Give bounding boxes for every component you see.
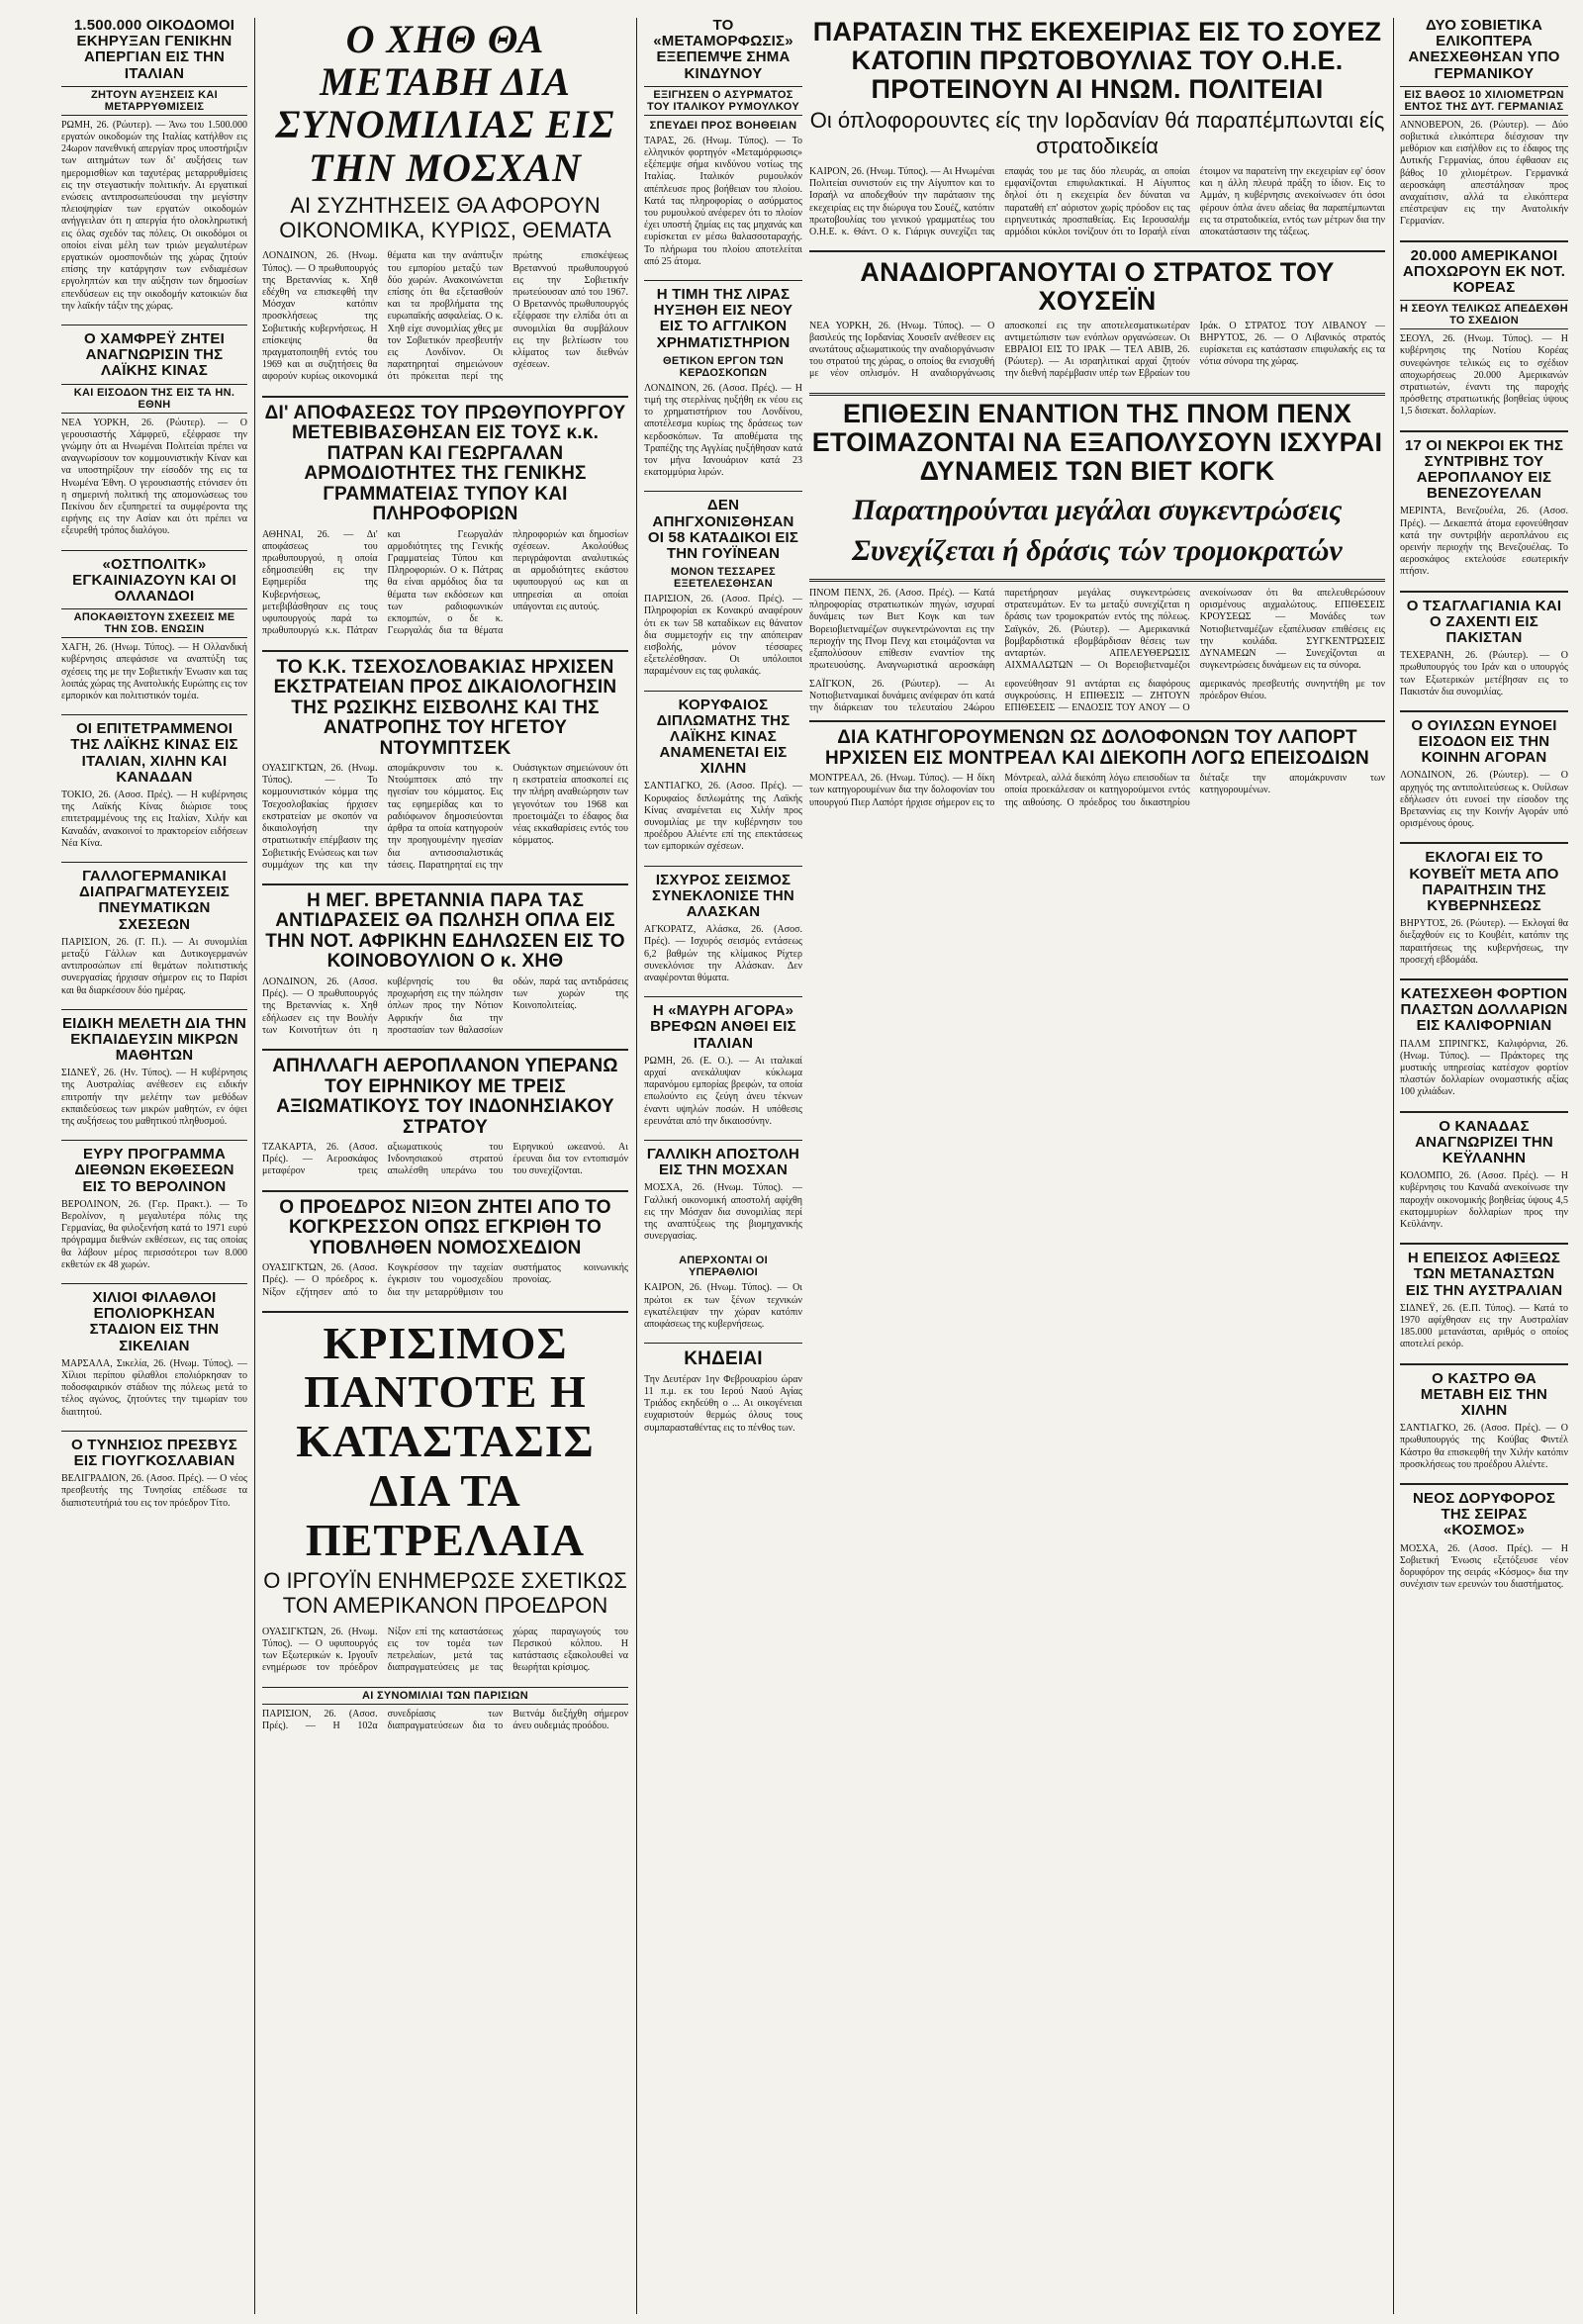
story-uk-arms-south-africa — [262, 891, 628, 1037]
divider — [61, 862, 247, 863]
headline: ΚΑΤΕΣΧΕΘΗ ΦΟΡΤΙΟΝ ΠΛΑΣΤΩΝ ΔΟΛΛΑΡΙΩΝ ΕΙΣ ΚΑΛΙΦΟΡΝΙΑΝ — [1400, 985, 1568, 1035]
article-body: ΛΟΝΔΙΝΟΝ, 26. (Ασοσ. Πρές). — Ο πρωθυπουργός της Βρεταννίας κ. Χηθ εδήλωσεν εις την Βουλήν των Κοινοτήτων ότι η κυβέρνησίς του θα προχωρήση εις την πώλησιν όπλων προς την Νότιον Αφρικήν δια την προστασίαν των θαλασσίων οδών, παρά τας αντιδράσεις των χωρών της Κοινοπολιτείας. — [262, 976, 628, 1036]
headline: ΔΥΟ ΣΟΒΙΕΤΙΚΑ ΕΛΙΚΟΠΤΕΡΑ ΑΝΕΣΧΕΘΗΣΑΝ ΥΠΟ ΓΕΡΜΑΝΙΚΟΥ — [1408, 18, 1560, 82]
story-italy-strike — [61, 18, 247, 313]
headline: ΕΥΡΥ ΠΡΟΓΡΑΜΜΑ ΔΙΕΘΝΩΝ ΕΚΘΕΣΕΩΝ ΕΙΣ ΤΟ ΒΕΡΟΛΙΝΟΝ — [74, 1146, 234, 1195]
subheadline: ΕΞΙΓΗΣΕΝ Ο ΑΣΥΡΜΑΤΟΣ ΤΟΥ ΙΤΑΛΙΚΟΥ ΡΥΜΟΥΛΚΟΥ — [644, 86, 802, 116]
subheadline: ΑΠΕΡΧΟΝΤΑΙ ΟΙ ΥΠΕΡΑΘΛΙΟΙ — [679, 1255, 768, 1279]
story-counterfeit-dollars — [1400, 986, 1568, 1099]
divider — [644, 1343, 802, 1344]
headline: Ο ΟΥΙΛΣΩΝ ΕΥΝΟΕΙ ΕΙΣΟΔΟΝ ΕΙΣ ΤΗΝ ΚΟΙΝΗΝ ΑΓΟΡΑΝ — [1411, 716, 1557, 767]
divider — [61, 550, 247, 551]
article-body: ΚΑΙΡΟΝ, 26. (Ηνωμ. Τύπος). — Οι πρώτοι εκ των ξένων τεχνικών εγκατέλειψαν την χώραν κατόπιν αποφάσεως της κυβερνήσεως. — [644, 1282, 802, 1331]
article-body: ΑΘΗΝΑΙ, 26. — Δι' αποφάσεως του πρωθυπουργού, η οποία εδημοσιεύθη εις την Εφημερίδα της Κυβερνήσεως, μετεβιβάσθησαν εις τους υφυπουργούς παρά τω πρωθυπουργώ κ.κ. Πάτραν και Γεωργαλάν αρμοδιότητες της Γενικής Γραμματείας Τύπου και Πληροφοριών. Ο κ. Πάτρας θα είναι αρμόδιος δια τα θέματα των εκδόσεων και των ραδιοφωνικών εκπομπών, ο δε κ. Γεωργαλάς δια τα θέματα πληροφοριών και δημοσίων σχέσεων. Ακολούθως περιγράφονται αναλυτικώς αι αρμοδιότητες εκάστου υφυπουργού ως και αι υπηρεσίαι αι οποίαι υπάγονται εις αυτούς. — [262, 528, 628, 637]
headline: 20.000 ΑΜΕΡΙΚΑΝΟΙ ΑΠΟΧΩΡΟΥΝ ΕΚ ΝΟΤ. ΚΟΡΕΑΣ — [1402, 246, 1566, 296]
column-rule — [636, 18, 637, 2314]
headline: 1.500.000 ΟΙΚΟΔΟΜΟΙ ΕΚΗΡΥΞΑΝ ΓΕΝΙΚΗΝ ΑΠΕΡΓΙΑΝ ΕΙΣ ΤΗΝ ΙΤΑΛΙΑΝ — [73, 18, 235, 82]
story-tunisian-ambassador — [61, 1438, 247, 1510]
story-pakistan-visit — [1400, 599, 1568, 698]
story-guinea — [644, 498, 802, 678]
story-indonesian-plane — [262, 1057, 628, 1178]
article-body: ΤΑΡΑΣ, 26. (Ηνωμ. Τύπος). — Το ελληνικόν φορτηγόν «Μεταμόρφωσις» εξέπεμψε σήμα κινδύνου νοτίως της Ιταλίας. Ιταλικόν ρυμουλκόν απέπλευσε προς βοήθειαν του πλοίου. Κατά τας πληροφορίας ο ασύρματος του ρυμουλκού ανέφερεν ότι το πλοίον έχει υποστή ζημίας εις τας μηχανάς και ευρίσκεται εν μέσω θαλασσοταραχής. Το πλήρωμα του πλοίου αποτελείται από 25 άτομα. — [644, 135, 802, 267]
article-body: ΛΟΝΔΙΝΟΝ, 26. (Ηνωμ. Τύπος). — Ο πρωθυπουργός της Βρεταννίας κ. Χηθ εδέχθη να επισκεφθή την Μόσχαν κατόπιν προσκλήσεως της Σοβιετικής κυβερνήσεως. Η επίσκεψις θα πραγματοποιηθή εντός του 1969 και αι συζητήσεις θα αφορούν κυρίως οικονομικά θέματα και την ανάπτυξιν του εμπορίου μεταξύ των δύο χωρών. Ανακοινώνεται επίσης ότι θα εξετασθούν και τα προβλήματα της ευρωπαϊκής ασφαλείας. Ο κ. Χηθ είχε συνομιλίας χθες με τον Σοβιετικόν πρεσβευτήν εις Λονδίνον. Οι παρατηρηταί σημειώνουν ότι πρόκειται περί της πρώτης επισκέψεως Βρεταννού πρωθυπουργού εις την Σοβιετικήν πρωτεύουσαν από του 1967. Ο Βρεταννός πρωθυπουργός εξέφρασε την ελπίδα ότι αι συνομιλίαι θα συμβάλουν εις την βελτίωσιν του κλίματος των διεθνών σχέσεων. — [262, 250, 628, 383]
article-body: ΛΟΝΔΙΝΟΝ, 26. (Ρώυτερ). — Ο αρχηγός της αντιπολιτεύσεως κ. Ουίλσων εδήλωσεν ότι ευνοεί την είσοδον της Βρεταννίας εις την Κοινήν Αγοράν υπό ορισμένους όρους. — [1400, 770, 1568, 830]
article-body: ΒΕΛΙΓΡΑΔΙΟΝ, 26. (Ασοσ. Πρές). — Ο νέος πρεσβευτής της Τυνησίας επέδωσε τα διαπιστευτήριά του εις τον πρόεδρον Τίτο. — [61, 1473, 247, 1509]
subheadline: ΚΑΙ ΕΙΣΟΔΟΝ ΤΗΣ ΕΙΣ ΤΑ ΗΝ. ΕΘΝΗ — [61, 384, 247, 414]
subheadline: ΣΠΕΥΔΕΙ ΠΡΟΣ ΒΟΗΘΕΙΑΝ — [649, 119, 797, 132]
article-body: ΑΓΚΟΡΑΤΖ, Αλάσκα, 26. (Ασοσ. Πρές). — Ισχυρός σεισμός εντάσεως 6,2 βαθμών της κλίμακος Ρίχτερ συνεκλόνισε την Αλάσκαν. Δεν αναφέρονται θύματα. — [644, 924, 802, 984]
headline: ΝΕΟΣ ΔΟΡΥΦΟΡΟΣ ΤΗΣ ΣΕΙΡΑΣ «ΚΟΣΜΟΣ» — [1412, 1489, 1556, 1539]
article-body: ΡΩΜΗ, 26. (Ε. Ο.). — Αι ιταλικαί αρχαί ανεκάλυψαν κύκλωμα παρανόμου εμπορίας βρεφών, τα οποία επωλούντο εις ζεύγη άνευ τέκνων έναντι υψηλών ποσών. Η υπόθεσις ερευνάται από την δικαιοσύνην. — [644, 1055, 802, 1127]
article-body: ΟΥΑΣΙΓΚΤΩΝ, 26. (Ασοσ. Πρές). — Ο πρόεδρος κ. Νίξον εζήτησεν από το Κογκρέσσον την ταχείαν έγκρισιν του νομοσχεδίου δια την μεταρρύθμισιν του συστήματος κοινωνικής προνοίας. — [262, 1262, 628, 1298]
article-body: ΜΟΝΤΡΕΑΛ, 26. (Ηνωμ. Τύπος). — Η δίκη των κατηγορουμένων δια την δολοφονίαν του υπουργού Πιερ Λαπόρτ ήρχισε σήμερον εις το Μόντρεαλ, αλλά διεκόπη λόγω επεισοδίων τα οποία προεκάλεσαν οι κατηγορούμενοι εντός της αιθούσης. Ο πρόεδρος του δικαστηρίου διέταξε την απομάκρυνσιν των κατηγορουμένων. — [809, 773, 1385, 808]
headline: Ο ΧΗΘ ΘΑ ΜΕΤΑΒΗ ΔΙΑ ΣΥΝΟΜΙΛΙΑΣ ΕΙΣ ΤΗΝ ΜΟΣΧΑΝ — [275, 18, 615, 190]
subheadline: ΜΟΝΟΝ ΤΕΣΣΑΡΕΣ ΕΞΕΤΕΛΕΣΘΗΣΑΝ — [671, 566, 776, 591]
headline: Ο ΠΡΟΕΔΡΟΣ ΝΙΞΟΝ ΖΗΤΕΙ ΑΠΟ ΤΟ ΚΟΓΚΡΕΣΣΟΝ ΟΠΩΣ ΕΓΚΡΙΘΗ ΤΟ ΥΠΟΒΛΗΘΕΝ ΝΟΜΟΣΧΕΔΙΟΝ — [279, 1196, 611, 1258]
headline: Ο ΚΑΣΤΡΟ ΘΑ ΜΕΤΑΒΗ ΕΙΣ ΤΗΝ ΧΙΛΗΝ — [1420, 1369, 1548, 1419]
divider — [644, 491, 802, 492]
headline: ΓΑΛΛΟΓΕΡΜΑΝΙΚΑΙ ΔΙΑΠΡΑΓΜΑΤΕΥΣΕΙΣ ΠΝΕΥΜΑΤΙΚΩΝ ΣΧΕΣΕΩΝ — [79, 867, 230, 933]
story-canada-ceylon — [1400, 1119, 1568, 1232]
column-rule — [1393, 18, 1394, 2314]
divider — [262, 1049, 628, 1051]
story-oil-crisis — [262, 1319, 628, 1675]
article-body: ΒΕΡΟΛΙΝΟΝ, 26. (Γερ. Πρακτ.). — Το Βερολίνον, η μεγαλυτέρα πόλις της Γερμανίας, θα φιλοξενήση κατά το 1971 ευρύ πρόγραμμα διεθνών εκθέσεων, εις τας οποίας θα λάβουν μέρος περισσότεροι των 8.000 εκθετών εκ 48 χωρών. — [61, 1198, 247, 1270]
divider — [644, 1140, 802, 1141]
headline: ΧΙΛΙΟΙ ΦΙΛΑΘΛΟΙ ΕΠΟΛΙΟΡΚΗΣΑΝ ΣΤΑΔΙΟΝ ΕΙΣ ΤΗΝ ΣΙΚΕΛΙΑΝ — [89, 1289, 220, 1354]
headline: Ο ΚΑΝΑΔΑΣ ΑΝΑΓΝΩΡΙΖΕΙ ΤΗΝ ΚΕΫΛΑΝΗΝ — [1415, 1117, 1553, 1166]
headline: Η «ΜΑΥΡΗ ΑΓΟΡΑ» ΒΡΕΦΩΝ ΑΝΘΕΙ ΕΙΣ ΙΤΑΛΙΑΝ — [650, 1002, 796, 1052]
article-body: ΟΥΑΣΙΓΚΤΩΝ, 26. (Ηνωμ. Τύπος). — Ο υφυπουργός των Εξωτερικών κ. Ιργουΐν ενημέρωσε τον πρόεδρον Νίξον επί της καταστάσεως εις τον τομέα των πετρελαίων, μετά τας διαπραγματεύσεις με τας χώρας παραγωγούς του Περσικού κόλπου. Η κατάστασις εξακολουθεί να θεωρήται κρίσιμος. — [262, 1626, 628, 1674]
article-body: ΠΑΡΙΣΙΟΝ, 26. (Ασοσ. Πρές). — Η 102α συνεδρίασις των διαπραγματεύσεων δια το Βιετνάμ διεξήχθη σήμερον άνευ ουδεμιάς προόδου. — [262, 1708, 628, 1731]
subheadline: ΘΕΤΙΚΟΝ ΕΡΓΟΝ ΤΩΝ ΚΕΡΔΟΣΚΟΠΩΝ — [663, 354, 784, 379]
story-sicily-fans — [61, 1290, 247, 1419]
divider — [1400, 240, 1568, 242]
story-kuwait-elections — [1400, 850, 1568, 967]
article-body: ΠΑΛΜ ΣΠΡΙΝΓΚΣ, Καλιφόρνια, 26. (Ηνωμ. Τύπος). — Πράκτορες της μυστικής υπηρεσίας κατέσχον φορτίον πλαστών δολλαρίων ονομαστικής αξίας 100 χιλιάδων. — [1400, 1038, 1568, 1098]
divider — [61, 714, 247, 715]
story-suez-ceasefire — [809, 18, 1385, 238]
article-body: ΤΖΑΚΑΡΤΑ, 26. (Ασοσ. Πρές). — Αεροσκάφος μεταφέρον τρεις αξιωματικούς του Ινδονησιακού στρατού απωλέσθη υπεράνω του Ειρηνικού ωκεανού. Αι έρευναι δια τον εντοπισμόν του συνεχίζονται. — [262, 1142, 628, 1177]
story-ostpolitik — [61, 557, 247, 703]
headline: ΔΙ' ΑΠΟΦΑΣΕΩΣ ΤΟΥ ΠΡΩΘΥΠΟΥΡΓΟΥ ΜΕΤΕΒΙΒΑΣΘΗΣΑΝ ΕΙΣ ΤΟΥΣ κ.κ. ΠΑΤΡΑΝ ΚΑΙ ΓΕΩΡΓΑΛΑΝ ΑΡΜΟΔΙΟΤΗΤΕΣ ΤΗΣ ΓΕΝΙΚΗΣ ΓΡΑΜΜΑΤΕΙΑΣ ΤΥΠΟΥ ΚΑΙ ΠΛΗΡΟΦΟΡΙΩΝ — [264, 402, 626, 525]
subheadline: ΑΙ ΣΥΝΟΜΙΛΙΑΙ ΤΩΝ ΠΑΡΙΣΙΩΝ — [262, 1687, 628, 1705]
divider — [1400, 1243, 1568, 1245]
article-body: ΟΥΑΣΙΓΚΤΩΝ, 26. (Ηνωμ. Τύπος). — Το κομμουνιστικόν κόμμα της Τσεχοσλοβακίας ήρχισεν εκστρατείαν με σκοπόν να δικαιολογήση την στρατιωτικήν επέμβασιν της Σοβιετικής Ενώσεως και των συμμάχων της και την απομάκρυνσιν του κ. Ντούμπτσεκ από την ηγεσίαν του κόμματος. Εις τας εφημερίδας και το ραδιόφωνον δημοσιεύονται άρθρα τα οποία κατηγορούν την προηγουμένην ηγεσίαν δια αντισοσιαλιστικάς τάσεις. Παρατηρηταί εις την Ουάσιγκτων σημειώνουν ότι η εκστρατεία αποσκοπεί εις την πλήρη αναθεώρησιν των γεγονότων του 1968 και προετοιμάζει το έδαφος δια νέας εκκαθαρίσεις εντός του κόμματος. — [262, 763, 628, 871]
headline: Η ΜΕΓ. ΒΡΕΤΑΝΝΙΑ ΠΑΡΑ ΤΑΣ ΑΝΤΙΔΡΑΣΕΙΣ ΘΑ ΠΩΛΗΣΗ ΟΠΛΑ ΕΙΣ ΤΗΝ ΝΟΤ. ΑΦΡΙΚΗΝ ΕΔΗΛΩΣΕΝ ΕΙΣ ΤΟ ΚΟΙΝΟΒΟΥΛΙΟΝ Ο κ. ΧΗΘ — [265, 889, 625, 973]
headline: Η ΕΠΕΙΣΟΣ ΑΦΙΞΕΩΣ ΤΩΝ ΜΕΤΑΝΑΣΤΩΝ ΕΙΣ ΤΗΝ ΑΥΣΤΡΑΛΙΑΝ — [1405, 1250, 1563, 1299]
divider — [1400, 978, 1568, 980]
article-body: ΚΑΙΡΟΝ, 26. (Ηνωμ. Τύπος). — Αι Ηνωμέναι Πολιτείαι συνιστούν εις την Αίγυπτον και το Ισραήλ να αποδεχθούν την παράτασιν της εκεχειρίας εις την διώρυγα του Σουέζ, κατόπιν πρωτοβουλίας του γενικού γραμματέως του Ο.Η.Ε. κ. Θάντ. Ο κ. Γιάριγκ συνεχίζει τας επαφάς του με τας δύο πλευράς, αι οποίαι εμφανίζονται επιφυλακτικαί. Η Αίγυπτος δηλοί ότι η εκεχειρία δεν δύναται να παραταθή επ' αόριστον χωρίς πρόοδον εις τας ειρηνευτικάς προσπαθείας. Εις Ιερουσαλήμ αρμόδιοι κύκλοι τονίζουν ότι το Ισραήλ είναι έτοιμον να παρατείνη την εκεχειρίαν εφ' όσον και η άλλη πλευρά πράξη το ίδιον. Εις το Αμμάν, η κυβέρνησις ανεκοίνωσεν ότι όσοι φέρουν όπλα άνευ αδείας θα παραπέμπωνται εις τα στρατοδικεία, εντός των μέτρων δια την αποκατάστασιν της τάξεως. — [809, 166, 1385, 238]
story-black-market — [644, 1003, 802, 1128]
story-nixon-congress — [262, 1198, 628, 1299]
column-rule — [254, 18, 255, 2314]
article-body: Την Δευτέραν 1ην Φεβρουαρίου ώραν 11 π.μ. εκ του Ιερού Ναού Αγίας Τριάδος εκηδεύθη ο ... Αι οικογένειαι ευχαριστούν θερμώς όλους τους συμπαρασταθέντας εις το πένθος των. — [644, 1373, 802, 1434]
article-body: ΒΗΡΥΤΟΣ, 26. (Ρώυτερ). — Εκλογαί θα διεξαχθούν εις το Κουβέιτ, κατόπιν της παραιτήσεως της κυβερνήσεως, την προσεχή εβδομάδα. — [1400, 918, 1568, 966]
story-heath-moscow — [262, 18, 628, 384]
story-press-secretariat — [262, 404, 628, 638]
story-alaska-quake — [644, 873, 802, 985]
divider — [262, 883, 628, 885]
article-body: ΛΟΝΔΙΝΟΝ, 26. (Ασοσ. Πρές). — Η τιμή της στερλίνας ηυξήθη εκ νέου εις το χρηματιστήριον του Λονδίνου, αποτέλεσμα κυρίως της δράσεως των κερδοσκόπων. Τα αποθέματα της Τραπέζης της Αγγλίας ηυξήθησαν κατά τον μήνα Ιανουάριον κατά 23 εκατομμύρια λιρών. — [644, 382, 802, 479]
article-body: ΣΕΟΥΛ, 26. (Ηνωμ. Τύπος). — Η κυβέρνησις της Νοτίου Κορέας συνεφώνησε τελικώς εις το σχέδιον αποχωρήσεως 20.000 Αμερικανών στρατιωτών, έναντι της παροχής πρόσθετης στρατιωτικής βοηθείας ύψους 1,5 δισεκατ. δολλαρίων. — [1400, 333, 1568, 418]
headline: ΚΡΙΣΙΜΟΣ ΠΑΝΤΟΤΕ Η ΚΑΤΑΣΤΑΣΙΣ ΔΙΑ ΤΑ ΠΕΤΡΕΛΑΙΑ — [296, 1317, 595, 1565]
headline: ΔΕΝ ΑΠΗΓΧΟΝΙΣΘΗΣΑΝ ΟΙ 58 ΚΑΤΑΔΙΚΟΙ ΕΙΣ ΤΗΝ ΓΟΥΪΝΕΑΝ — [647, 497, 799, 562]
story-humphrey-china — [61, 331, 247, 538]
divider — [262, 650, 628, 652]
subheadline: ΑΠΟΚΑΘΙΣΤΟΥΝ ΣΧΕΣΕΙΣ ΜΕ ΤΗΝ ΣΟΒ. ΕΝΩΣΙΝ — [61, 608, 247, 638]
story-korea-withdrawal — [1400, 248, 1568, 418]
divider — [262, 1311, 628, 1313]
story-french-mission — [644, 1147, 802, 1243]
divider — [1400, 1111, 1568, 1113]
deck: Ο ΙΡΓΟΥΪΝ ΕΝΗΜΕΡΩΣΕ ΣΧΕΤΙΚΩΣ ΤΟΝ ΑΜΕΡΙΚΑΝΟΝ ΠΡΟΕΔΡΟΝ — [263, 1568, 627, 1619]
divider — [809, 250, 1385, 252]
article-body: ΣΑΝΤΙΑΓΚΟ, 26. (Ασοσ. Πρές). — Κορυφαίος διπλωμάτης της Λαϊκής Κίνας αναμένεται εις Χιλήν προς συνομιλίας με την κυβέρνησιν του προέδρου Αλιέντε επί της επεκτάσεως των εμπορικών σχέσεων. — [644, 781, 802, 853]
article-body: ΤΕΧΕΡΑΝΗ, 26. (Ρώυτερ). — Ο πρωθυπουργός του Ιράν και ο υπουργός των Εξωτερικών μετέβησαν εις το Πακιστάν δια συνομιλίας. — [1400, 650, 1568, 697]
divider — [1400, 1363, 1568, 1365]
subheadline: Η ΣΕΟΥΛ ΤΕΛΙΚΩΣ ΑΠΕΔΕΧΘΗ ΤΟ ΣΧΕΔΙΟΝ — [1400, 300, 1568, 329]
headline: ΑΝΑΔΙΟΡΓΑΝΟΥΤΑΙ Ο ΣΤΡΑΤΟΣ ΤΟΥ ΧΟΥΣΕΪΝ — [860, 257, 1335, 317]
headline: «ΟΣΤΠΟΛΙΤΚ» ΕΓΚΑΙΝΙΑΖΟΥΝ ΚΑΙ ΟΙ ΟΛΛΑΝΔΟΙ — [72, 555, 236, 604]
subheadline: ΖΗΤΟΥΝ ΑΥΞΗΣΕΙΣ ΚΑΙ ΜΕΤΑΡΡΥΘΜΙΣΕΙΣ — [61, 86, 247, 116]
column-left — [61, 18, 247, 2314]
headline: Ο ΧΑΜΦΡΕΫ ΖΗΤΕΙ ΑΝΑΓΝΩΡΙΣΙΝ ΤΗΣ ΛΑΪΚΗΣ ΚΙΝΑΣ — [84, 330, 225, 380]
headline: ΠΑΡΑΤΑΣΙΝ ΤΗΣ ΕΚΕΧΕΙΡΙΑΣ ΕΙΣ ΤΟ ΣΟΥΕΖ ΚΑΤΟΠΙΝ ΠΡΩΤΟΒΟΥΛΙΑΣ ΤΟΥ Ο.Η.Ε. ΠΡΟΤΕΙΝΟΥΝ ΑΙ ΗΝΩΜ. ΠΟΛΙΤΕΙΑΙ — [812, 18, 1382, 105]
divider — [61, 1283, 247, 1284]
story-franco-german — [61, 869, 247, 997]
article-body: ΠΝΟΜ ΠΕΝΧ, 26. (Ασοσ. Πρές). — Κατά πληροφορίας στρατιωτικών πηγών, ισχυραί δυνάμεις των Βιετ Κογκ και των Βορειοβιετναμέζων συγκεντρώνονται εις την περιοχήν της Πνομ Πενχ και ετοιμάζονται να εξαπολύσουν επίθεσιν εναντίον της πρωτευούσης. Αναγνωριστικά αεροσκάφη παρετήρησαν μεγάλας συγκεντρώσεις στρατευμάτων. Εν τω μεταξύ συνεχίζεται η δράσις των τρομοκρατών εντός της πόλεως. Σαϊγκόν, 26. (Ρώυτερ). — Αμερικανικά βομβαρδιστικά εβομβάρδισαν θέσεις των ανταρτών. ΑΠΕΛΕΥΘΕΡΩΣΙΣ ΑΙΧΜΑΛΩΤΩΝ — Οι Βορειοβιετναμέζοι ανεκοίνωσαν ότι θα απελευθερώσουν ορισμένους αιχμαλώτους. ΕΠΙΘΕΣΕΙΣ ΚΡΟΥΣΕΩΣ — Μονάδες των Νοτιοβιετναμέζων εξαπέλυσαν επιθέσεις εις την κοιλάδα. ΣΥΓΚΕΝΤΡΩΣΕΙΣ ΔΥΝΑΜΕΩΝ — Συνεχίζονται αι συγκεντρώσεις δυνάμεων εις τα σύνορα. — [809, 588, 1385, 672]
column-center-right — [809, 18, 1385, 2314]
deck: Οι όπλοφορουντες είς την Ιορδανίαν θά παραπέμπωνται είς στρατοδικεία — [809, 108, 1385, 158]
story-china-chile — [644, 697, 802, 854]
headline: ΔΙΑ ΚΑΤΗΓΟΡΟΥΜΕΝΩΝ ΩΣ ΔΟΛΟΦΟΝΩΝ ΤΟΥ ΛΑΠΟΡΤ ΗΡΧΙΣΕΝ ΕΙΣ ΜΟΝΤΡΕΑΛ ΚΑΙ ΔΙΕΚΟΠΗ ΛΟΓΩ ΕΠΕΙΣΟΔΙΩΝ — [825, 727, 1369, 769]
headline: ΤΟ «ΜΕΤΑΜΟΡΦΩΣΙΣ» ΕΞΕΠΕΜΨΕ ΣΗΜΑ ΚΙΝΔΥΝΟΥ — [653, 18, 793, 82]
divider — [1400, 842, 1568, 844]
article-body: ΜΑΡΣΑΛΑ, Σικελία, 26. (Ηνωμ. Τύπος). — Χίλιοι περίπου φίλαθλοι επολιόρκησαν το ποδοσφαιρικόν στάδιον της πόλεως μετά το τέλος αγώνος, ζητούντες την τιμωρίαν του διαιτητού. — [61, 1357, 247, 1418]
divider — [61, 1431, 247, 1432]
story-australia-migrants — [1400, 1251, 1568, 1350]
article-body: ΠΑΡΙΣΙΟΝ, 26. (Γ. Π.). — Αι συνομιλίαι μεταξύ Γάλλων και Δυτικογερμανών αντιπροσώπων επί θεμάτων πολιτιστικής συνεργασίας ήρχισαν σήμερον εις το Παρίσι και θα διαρκέσουν δύο ημέρας. — [61, 936, 247, 996]
story-wilson-common-market — [1400, 718, 1568, 831]
divider — [262, 1190, 628, 1192]
column-right — [1400, 18, 1568, 2314]
article-body: ΑΝΝΟΒΕΡΟΝ, 26. (Ρώυτερ). — Δύο σοβιετικά ελικόπτερα διέσχισαν την μεθόριον και εισήλθον εις το έδαφος της Δυτικής Γερμανίας, όπου έφθασαν εις βάθος 10 χιλιομέτρων. Γερμανικά αεροσκάφη απεστάλησαν προς αναχαίτισιν, αλλά τα ελικόπτερα επέστρεψαν εις την Ανατολικήν Γερμανίαν. — [1400, 119, 1568, 228]
article-body: ΝΕΑ ΥΟΡΚΗ, 26. (Ηνωμ. Τύπος). — Ο βασιλεύς της Ιορδανίας Χουσεΐν ανέθεσεν εις ανωτάτους αξιωματικούς την αναδιοργάνωσιν του στρατού της χώρας, ο οποίος θα ενισχυθή με νέον οπλισμόν. Η αναδιοργάνωσις αποσκοπεί εις την αποτελεσματικωτέραν αντιμετώπισιν των ενόπλων οργανώσεων. Οι ΕΒΡΑΙΟΙ ΕΙΣ ΤΟ ΙΡΑΚ — ΤΕΛ ΑΒΙΒ, 26. (Ρώυτερ). — Αι ισραηλιτικαί αρχαί ζητούν την διεθνή παρέμβασιν υπέρ των Εβραίων του Ιράκ. Ο ΣΤΡΑΤΟΣ ΤΟΥ ΛΙΒΑΝΟΥ — ΒΗΡΥΤΟΣ, 26. — Ο Λιβανικός στρατός ευρίσκεται εις κατάστασιν επιφυλακής εις τα νότια σύνορα της χώρας. — [809, 320, 1385, 380]
deck: Συνεχίζεται ή δράσις τών τρομοκρατών — [852, 534, 1343, 568]
article-body: ΧΑΓΗ, 26. (Ηνωμ. Τύπος). — Η Ολλανδική κυβέρνησις απεφάσισε να αναπτύξη τας σχέσεις της με την Σοβιετικήν Ένωσιν και τας λοιπάς χώρας της Ανατολικής Ευρώπης εις τον εμπορικόν και πολιτιστικόν τομέα. — [61, 642, 247, 701]
headline: ΙΣΧΥΡΟΣ ΣΕΙΣΜΟΣ ΣΥΝΕΚΛΟΝΙΣΕ ΤΗΝ ΑΛΑΣΚΑΝ — [652, 871, 794, 921]
divider — [644, 996, 802, 997]
divider — [809, 720, 1385, 722]
headline: ΚΟΡΥΦΑΙΟΣ ΔΙΠΛΩΜΑΤΗΣ ΤΗΣ ΛΑΪΚΗΣ ΚΙΝΑΣ ΑΝΑΜΕΝΕΤΑΙ ΕΙΣ ΧΙΛΗΝ — [656, 696, 791, 778]
divider — [262, 396, 628, 398]
headline: Ο ΤΣΑΓΛΑΓΙΑΝΙΑ ΚΑΙ Ο ΖΑΧΕΝΤΙ ΕΙΣ ΠΑΚΙΣΤΑΝ — [1406, 597, 1562, 646]
divider — [1400, 591, 1568, 593]
divider — [1400, 710, 1568, 712]
article-body: ΝΕΑ ΥΟΡΚΗ, 26. (Ρώυτερ). — Ο γερουσιαστής Χάμφρεϋ, εξέφρασε την γνώμην ότι αι Ηνωμέναι Πολιτείαι πρέπει να αναγνωρίσουν τον κομμουνιστικήν Κίναν και να υποστηρίξουν την είσοδόν της εις τα Ηνωμένα Έθνη. Ο γερουσιαστής ετόνισεν ότι η σημερινή πολιτική της απομονώσεως του Πεκίνου δεν εξυπηρετεί τα συμφέροντα της ειρήνης εις την Ασίαν και ότι πρέπει να εξευρεθή τρόπος διαλόγου. — [61, 417, 247, 537]
story-chinese-envoys — [61, 721, 247, 850]
story-funerals — [644, 1349, 802, 1435]
story-kosmos-satellite — [1400, 1491, 1568, 1591]
story-paris-talks — [262, 1687, 628, 1732]
article-body: ΤΟΚΙΟ, 26. (Ασοσ. Πρές). — Η κυβέρνησις της Λαϊκής Κίνας διώρισε τους επιτετραμμένους της εις Ιταλίαν, Χιλήν και Καναδάν, ανακοινοί το πρακτορείον ειδήσεων Νέα Κίνα. — [61, 789, 247, 849]
headline: ΕΠΙΘΕΣΙΝ ΕΝΑΝΤΙΟΝ ΤΗΣ ΠΝΟΜ ΠΕΝΧ ΕΤΟΙΜΑΖΟΝΤΑΙ ΝΑ ΕΞΑΠΟΛΥΣΟΥΝ ΙΣΧΥΡΑΙ ΔΥΝΑΜΕΙΣ ΤΩΝ ΒΙΕΤ ΚΟΓΚ — [811, 398, 1383, 486]
article-body: ΜΕΡΙΝΤΑ, Βενεζουέλα, 26. (Ασοσ. Πρές). — Δεκαεπτά άτομα εφονεύθησαν κατά την συντριβήν αεροπλάνου εις ορεινήν περιοχήν της Βενεζουέλας. Το αεροσκάφος εκτελούσε εσωτερικήν πτήσιν. — [1400, 506, 1568, 578]
subheadline: ΕΙΣ ΒΑΘΟΣ 10 ΧΙΛΙΟΜΕΤΡΩΝ ΕΝΤΟΣ ΤΗΣ ΔΥΤ. ΓΕΡΜΑΝΙΑΣ — [1400, 86, 1568, 116]
headline: ΕΙΔΙΚΗ ΜΕΛΕΤΗ ΔΙΑ ΤΗΝ ΕΚΠΑΙΔΕΥΣΙΝ ΜΙΚΡΩΝ ΜΑΘΗΤΩΝ — [61, 1014, 247, 1065]
story-education — [61, 1016, 247, 1129]
divider — [61, 1009, 247, 1010]
story-hussein-army — [809, 258, 1385, 380]
headline: ΑΠΗΛΛΑΓΗ ΑΕΡΟΠΛΑΝΟΝ ΥΠΕΡΑΝΩ ΤΟΥ ΕΙΡΗΝΙΚΟΥ ΜΕ ΤΡΕΙΣ ΑΞΙΩΜΑΤΙΚΟΥΣ ΤΟΥ ΙΝΔΟΝΗΣΙΑΚΟΥ ΣΤΡΑΤΟΥ — [272, 1055, 618, 1138]
article-body: ΣΙΔΝΕΫ, 26. (Ε.Π. Τύπος). — Κατά το 1970 αφίχθησαν εις την Αυστραλίαν 185.000 μετανάσται, αριθμός ο οποίος αποτελεί ρεκόρ. — [1400, 1302, 1568, 1350]
divider — [1400, 1483, 1568, 1485]
story-venezuela-crash — [1400, 438, 1568, 579]
divider — [1400, 430, 1568, 432]
article-body: ΜΟΣΧΑ, 26. (Ασοσ. Πρές). — Η Σοβιετική Ένωσις εξετόξευσε νέον δορυφόρον της σειράς «Κόσμος» δια την συνέχισιν των ερευνών του διαστήματος. — [1400, 1542, 1568, 1591]
article-body: ΡΩΜΗ, 26. (Ρώυτερ). — Άνω του 1.500.000 εργατών οικοδομών της Ιταλίας κατήλθον εις 24ωρον πανεθνική απεργίαν προς υποστήριξιν των αιτημάτων των δι' αυξήσεις των ημερομισθίων και ταχυτέρας μεταρρυθμίσεις εις την στεγαστικήν πολιτικήν. Αι εργατικαί ενώσεις αντιπροσωπεύουσαι την μεγίστην πλειοψηφίαν των εργατών οικοδομών ανήγγειλαν ότι η απεργία ήτο ολοκληρωτική εις όλας σχεδόν τας πόλεις. Οι οικοδόμοι οι οποίοι είναι μέλη των τριών μεγαλυτέρων εργατικών ομοσπονδιών της χώρας ζητούν επίσης την κατάργησιν των ενδιαμέσων εργοληπτών και την αύξησιν των δημοσίων επενδύσεων εις την οικοδομήν κατοικιών δια την λαϊκήν τάξιν της χώρας. — [61, 119, 247, 312]
article-body: ΚΟΛΟΜΠΟ, 26. (Ασοσ. Πρές). — Η κυβέρνησις του Καναδά ανεκοίνωσε την παροχήν οικονομικής βοηθείας ύψους 4,5 εκατομμυρίων δολλαρίων προς την Κεϋλάνην. — [1400, 1170, 1568, 1230]
article-body: ΣΙΔΝΕΫ, 26. (Ην. Τύπος). — Η κυβέρνησις της Αυστραλίας ανέθεσεν εις ειδικήν επιτροπήν την μελέτην των μεθόδων εκπαιδεύσεως των μικρών μαθητών, εν όψει της αυξήσεως του μαθητικού πληθυσμού. — [61, 1068, 247, 1128]
story-czech-party — [262, 658, 628, 872]
story-phnom-penh — [809, 393, 1385, 582]
story-laporte-trial — [809, 728, 1385, 809]
column-center — [644, 18, 802, 2314]
headline: ΟΙ ΕΠΙΤΕΤΡΑΜΜΕΝΟΙ ΤΗΣ ΛΑΪΚΗΣ ΚΙΝΑΣ ΕΙΣ ΙΤΑΛΙΑΝ, ΧΙΛΗΝ ΚΑΙ ΚΑΝΑΔΑΝ — [70, 720, 238, 786]
column-center-left — [262, 18, 628, 2314]
story-soviet-helicopters — [1400, 18, 1568, 229]
divider — [644, 691, 802, 692]
story-metamorphosis — [644, 18, 802, 268]
headline: Η ΤΙΜΗ ΤΗΣ ΛΙΡΑΣ ΗΥΞΗΘΗ ΕΙΣ ΝΕΟΥ ΕΙΣ ΤΟ ΑΓΓΛΙΚΟΝ ΧΡΗΜΑΤΙΣΤΗΡΙΟΝ — [653, 285, 793, 351]
divider — [644, 866, 802, 867]
headline: 17 ΟΙ ΝΕΚΡΟΙ ΕΚ ΤΗΣ ΣΥΝΤΡΙΒΗΣ ΤΟΥ ΑΕΡΟΠΛΑΝΟΥ ΕΙΣ ΒΕΝΕΖΟΥΕΛΑΝ — [1404, 436, 1564, 503]
divider — [644, 280, 802, 281]
divider — [61, 1140, 247, 1141]
story-castro-chile — [1400, 1371, 1568, 1471]
article-body: ΜΟΣΧΑ, 26. (Ηνωμ. Τύπος). — Γαλλική οικονομική αποστολή αφίχθη εις την Μόσχαν δια συνομιλίας περί της αναπτύξεως της βιομηχανικής συνεργασίας. — [644, 1182, 802, 1243]
story-pound — [644, 287, 802, 479]
story-berlin-fairs — [61, 1147, 247, 1271]
article-body: ΣΑΝΤΙΑΓΚΟ, 26. (Ασοσ. Πρές). — Ο πρωθυπουργός της Κούβας Φιντέλ Κάστρο θα επισκεφθή την Χιλήν κατόπιν προσκλήσεως του προέδρου Αλιέντε. — [1400, 1423, 1568, 1470]
headline: ΚΗΔΕΙΑΙ — [684, 1348, 763, 1370]
headline: ΕΚΛΟΓΑΙ ΕΙΣ ΤΟ ΚΟΥΒΕΪΤ ΜΕΤΑ ΑΠΟ ΠΑΡΑΙΤΗΣΙΝ ΤΗΣ ΚΥΒΕΡΝΗΣΕΩΣ — [1409, 849, 1559, 915]
deck: Παρατηρούνται μεγάλαι συγκεντρώσεις — [852, 494, 1343, 527]
article-body: ΠΑΡΙΣΙΟΝ, 26. (Ασοσ. Πρές). — Πληροφορίαι εκ Κονακρύ αναφέρουν ότι εκ των 58 καταδίκων εις θάνατον δια συμμετοχήν εις την απόπειραν εισβολής, μόνον τέσσαρες εξετελέσθησαν. Οι υπόλοιποι παραμένουν εις τας φυλακάς. — [644, 594, 802, 678]
headline: Ο ΤΥΝΗΣΙΟΣ ΠΡΕΣΒΥΣ ΕΙΣ ΓΙΟΥΓΚΟΣΛΑΒΙΑΝ — [71, 1436, 237, 1470]
headline: ΓΑΛΛΙΚΗ ΑΠΟΣΤΟΛΗ ΕΙΣ ΤΗΝ ΜΟΣΧΑΝ — [646, 1146, 800, 1179]
article-body: ΣΑΪΓΚΟΝ, 26. (Ρώυτερ). — Αι Νοτιοβιετναμικαί δυνάμεις ανέφεραν ότι κατά την διάρκειαν του τελευταίου 24ώρου εφονεύθησαν 91 αντάρται εις διαφόρους συγκρούσεις. Η ΕΠΙΘΕΣΙΣ — ΖΗΤΟΥΝ ΕΠΙΘΕΣΕΙΣ — ΕΝΔΟΣΙΣ ΤΟΥ ΑΝΟΥ — Ο αμερικανός πρεσβευτής συνηντήθη με τον πρόεδρον Θιέου. — [809, 678, 1385, 713]
story-departures — [644, 1255, 802, 1331]
deck: ΑΙ ΣΥΖΗΤΗΣΕΙΣ ΘΑ ΑΦΟΡΟΥΝ ΟΙΚΟΝΟΜΙΚΑ, ΚΥΡΙΩΣ, ΘΕΜΑΤΑ — [279, 192, 611, 243]
headline: ΤΟ Κ.Κ. ΤΣΕΧΟΣΛΟΒΑΚΙΑΣ ΗΡΧΙΣΕΝ ΕΚΣΤΡΑΤΕΙΑΝ ΠΡΟΣ ΔΙΚΑΙΟΛΟΓΗΣΙΝ ΤΗΣ ΡΩΣΙΚΗΣ ΕΙΣΒΟΛΗΣ ΚΑΙ ΤΗΣ ΑΝΑΤΡΟΠΗΣ ΤΟΥ ΗΓΕΤΟΥ ΝΤΟΥΜΠΤΣΕΚ — [273, 656, 617, 759]
